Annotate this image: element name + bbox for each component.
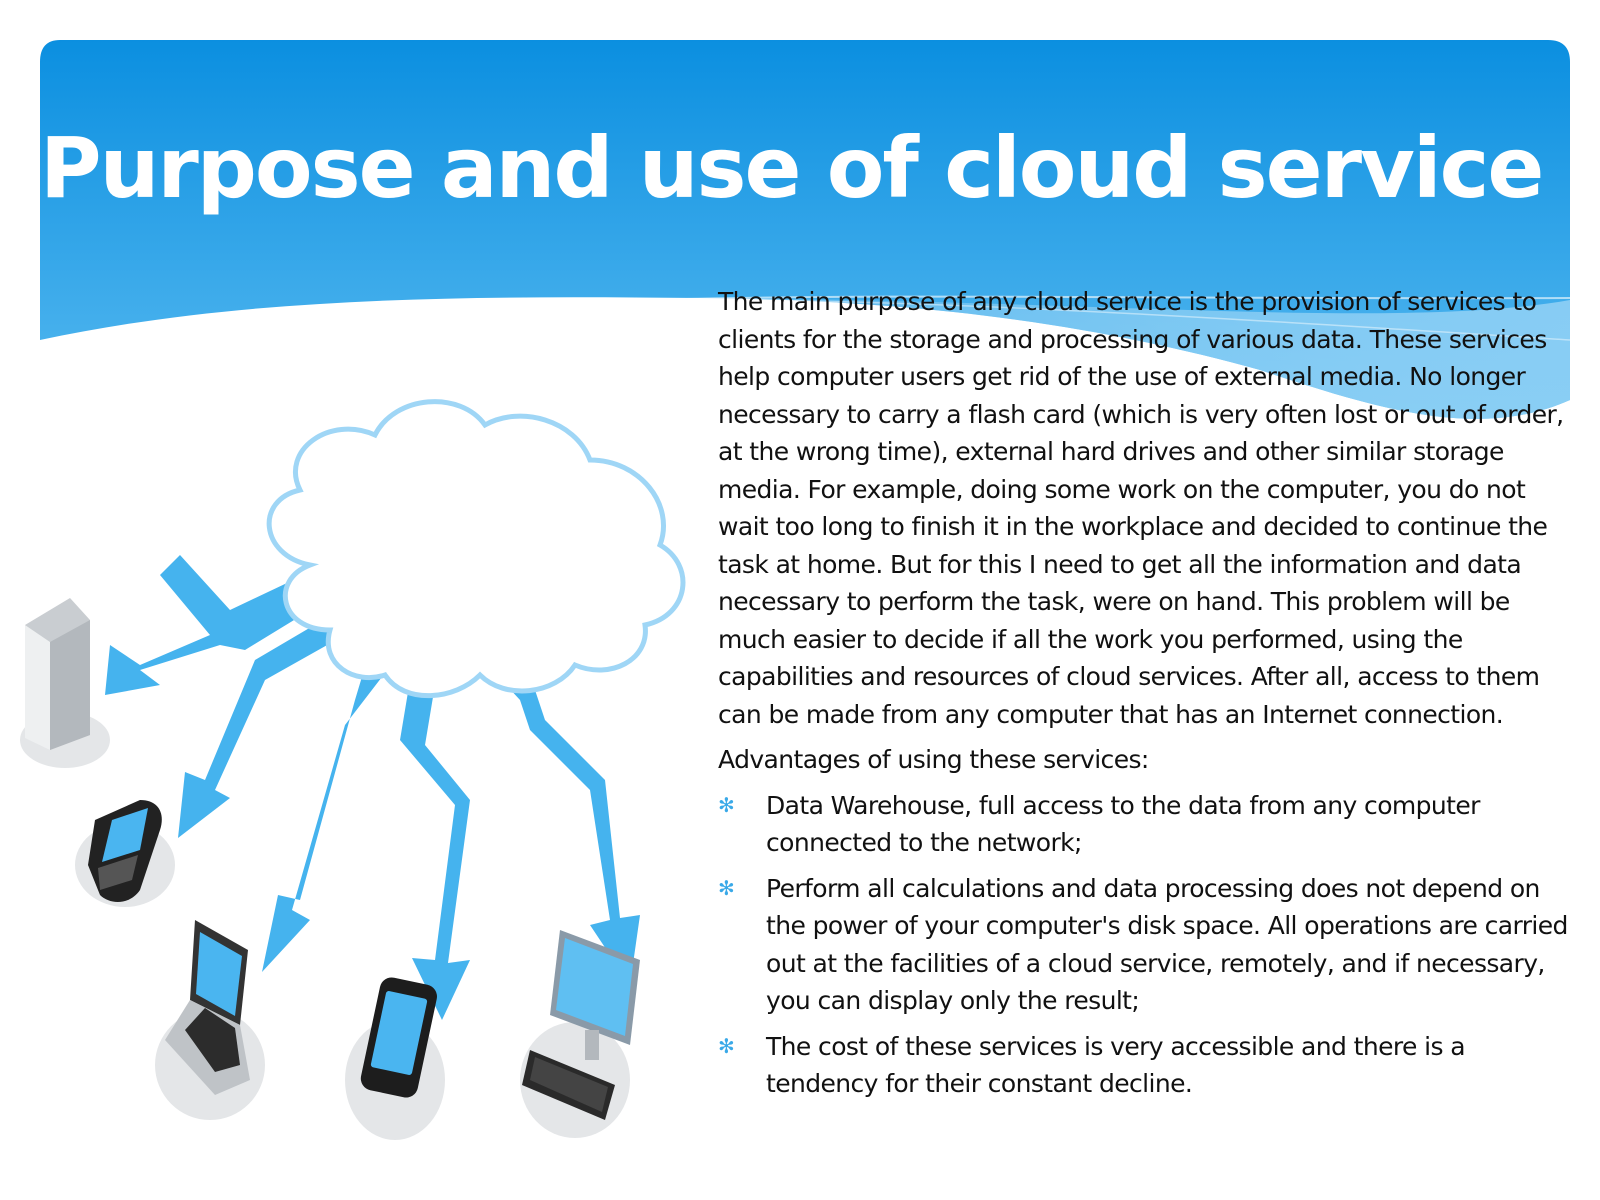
laptop-icon bbox=[155, 920, 265, 1120]
asterisk-bullet-icon: ✻ bbox=[718, 1033, 735, 1058]
cloud-network-illustration bbox=[0, 360, 720, 1200]
advantages-list bbox=[718, 787, 1578, 1103]
desktop-computer-icon bbox=[520, 930, 640, 1138]
list-item bbox=[718, 787, 1578, 862]
slide-title: Purpose and use of cloud service bbox=[40, 119, 1543, 217]
main-paragraph: The main purpose of any cloud service is the provision of services to clients for the storage and processing of various data. These services help computer users get rid of the use of external media. No longer necessary to carry a flash card (which is very often lost or out of order, at the wrong time), external hard drives and other similar storage media. For example, doing some work on the computer, you do not wait too long to finish it in the workplace and decided to continue the task at home. But for this I need to get all the information and data necessary to perform the task, were on hand. This problem will be much easier to decide if all the work you performed, using the capabilities and resources of cloud services. After all, access to them can be made from any computer that has an Internet connection. bbox=[718, 287, 1564, 729]
smartphone-icon bbox=[345, 975, 445, 1140]
list-item bbox=[718, 870, 1578, 1020]
server-tower-icon bbox=[20, 598, 110, 768]
smartphone-keyboard-icon bbox=[75, 800, 175, 907]
list-item bbox=[718, 1028, 1578, 1103]
list-item-text: The cost of these services is very accessible and there is a tendency for their constant decline. bbox=[766, 1031, 1465, 1098]
cloud-icon bbox=[269, 402, 683, 696]
asterisk-bullet-icon: ✻ bbox=[718, 875, 735, 900]
list-item-text: Perform all calculations and data processing does not depend on the power of your computer's disk space. All operations are carried out at the facilities of a cloud service, remotely, and if necessary, you can display only the result; bbox=[766, 873, 1568, 1015]
body-content bbox=[718, 283, 1578, 1111]
list-item-text: Data Warehouse, full access to the data from any computer connected to the network; bbox=[766, 790, 1480, 857]
advantages-heading: Advantages of using these services: bbox=[718, 745, 1149, 774]
asterisk-bullet-icon: ✻ bbox=[718, 792, 735, 817]
